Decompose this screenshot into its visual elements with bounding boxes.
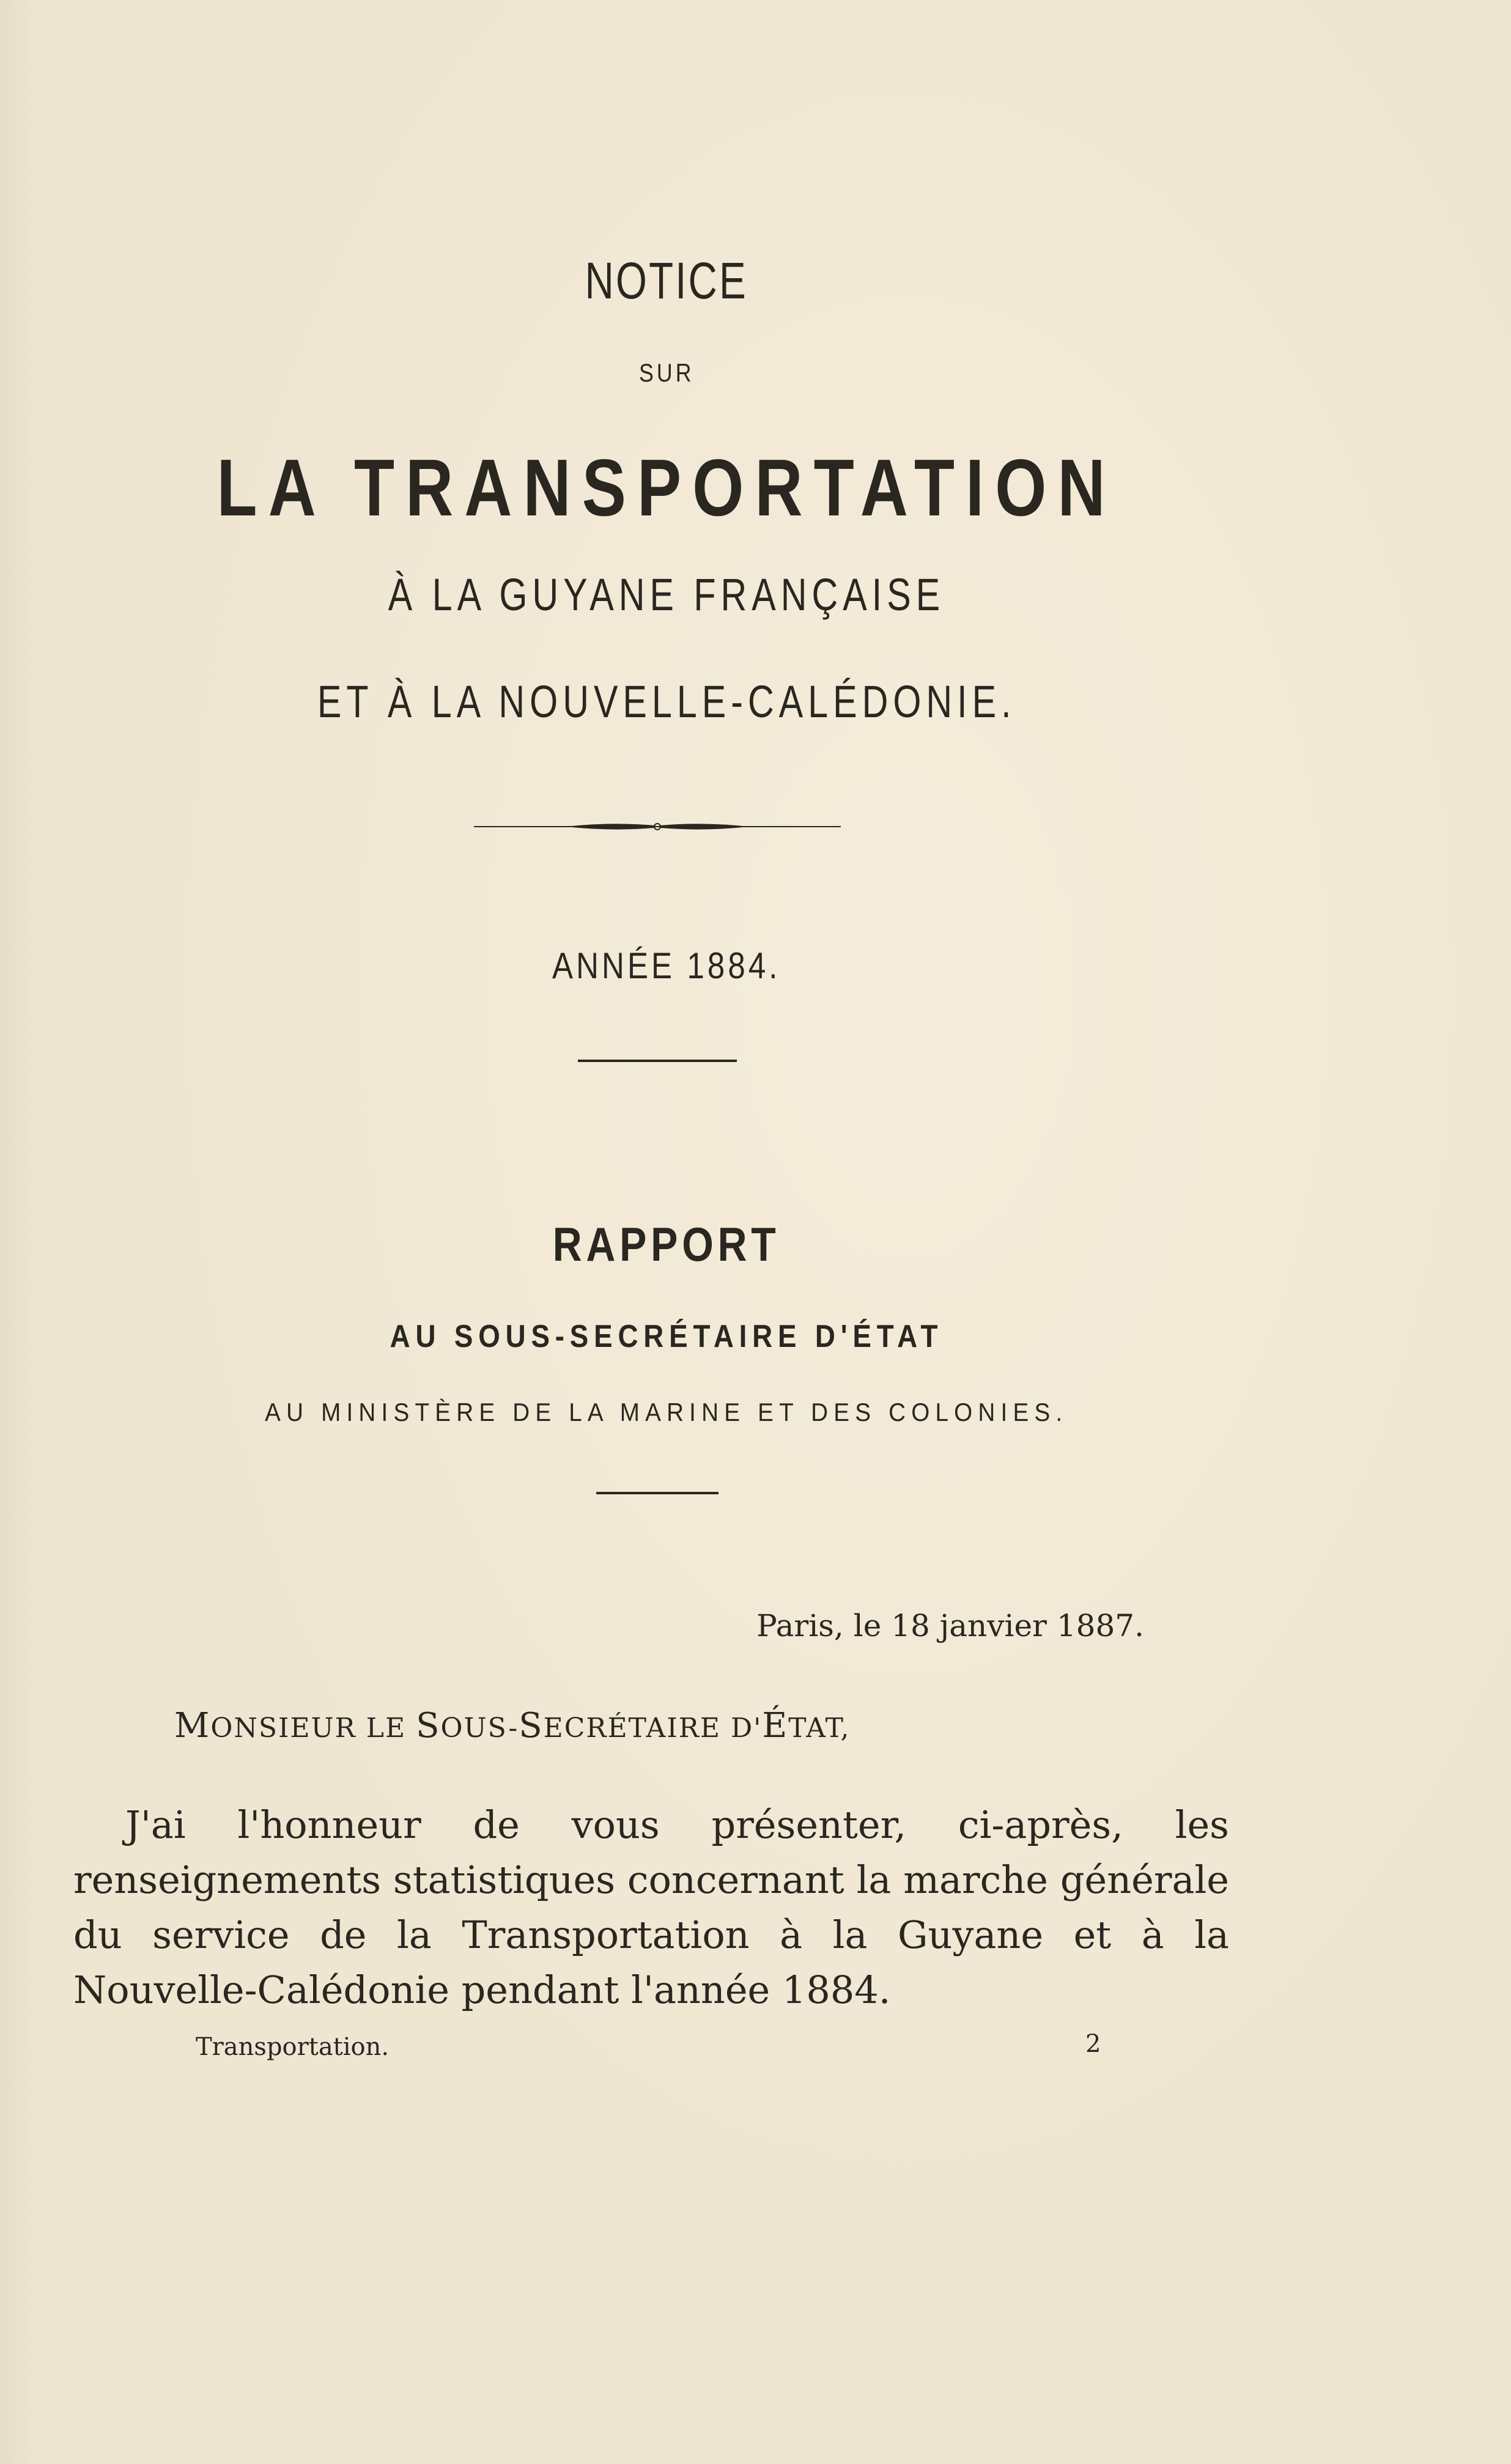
sheet-number: 2: [1085, 2030, 1101, 2058]
subtitle-guyane: À LA GUYANE FRANÇAISE: [388, 569, 945, 620]
year-heading: ANNÉE 1884.: [552, 945, 781, 986]
subtitle-caledonie: ET À LA NOUVELLE-CALÉDONIE.: [317, 676, 1016, 727]
letter-body: J'ai l'honneur de vous présenter, ci-après, les renseignements statistiques concernant la marche générale du service de la Transportation à la Guyane et à la Nouvelle-Calédonie pendant l'année 1884.: [73, 1802, 1229, 2012]
dateline: Paris, le 18 janvier 1887.: [756, 1608, 1144, 1643]
notice-heading: NOTICE: [585, 252, 748, 309]
ornament-divider: [474, 819, 841, 834]
sur-heading: SUR: [638, 358, 695, 387]
report-ministry: AU MINISTÈRE DE LA MARINE ET DES COLONIES.: [265, 1398, 1068, 1426]
report-heading: RAPPORT: [553, 1217, 780, 1271]
report-recipient: AU SOUS-SECRÉTAIRE D'ÉTAT: [390, 1319, 944, 1354]
divider-rule: [596, 1492, 719, 1494]
divider-rule: [578, 1060, 737, 1062]
signature-mark: Transportation.: [196, 2033, 390, 2061]
salutation: MONSIEUR LE SOUS-SECRÉTAIRE D'ÉTAT,: [174, 1706, 851, 1746]
main-title: LA TRANSPORTATION: [216, 443, 1117, 533]
